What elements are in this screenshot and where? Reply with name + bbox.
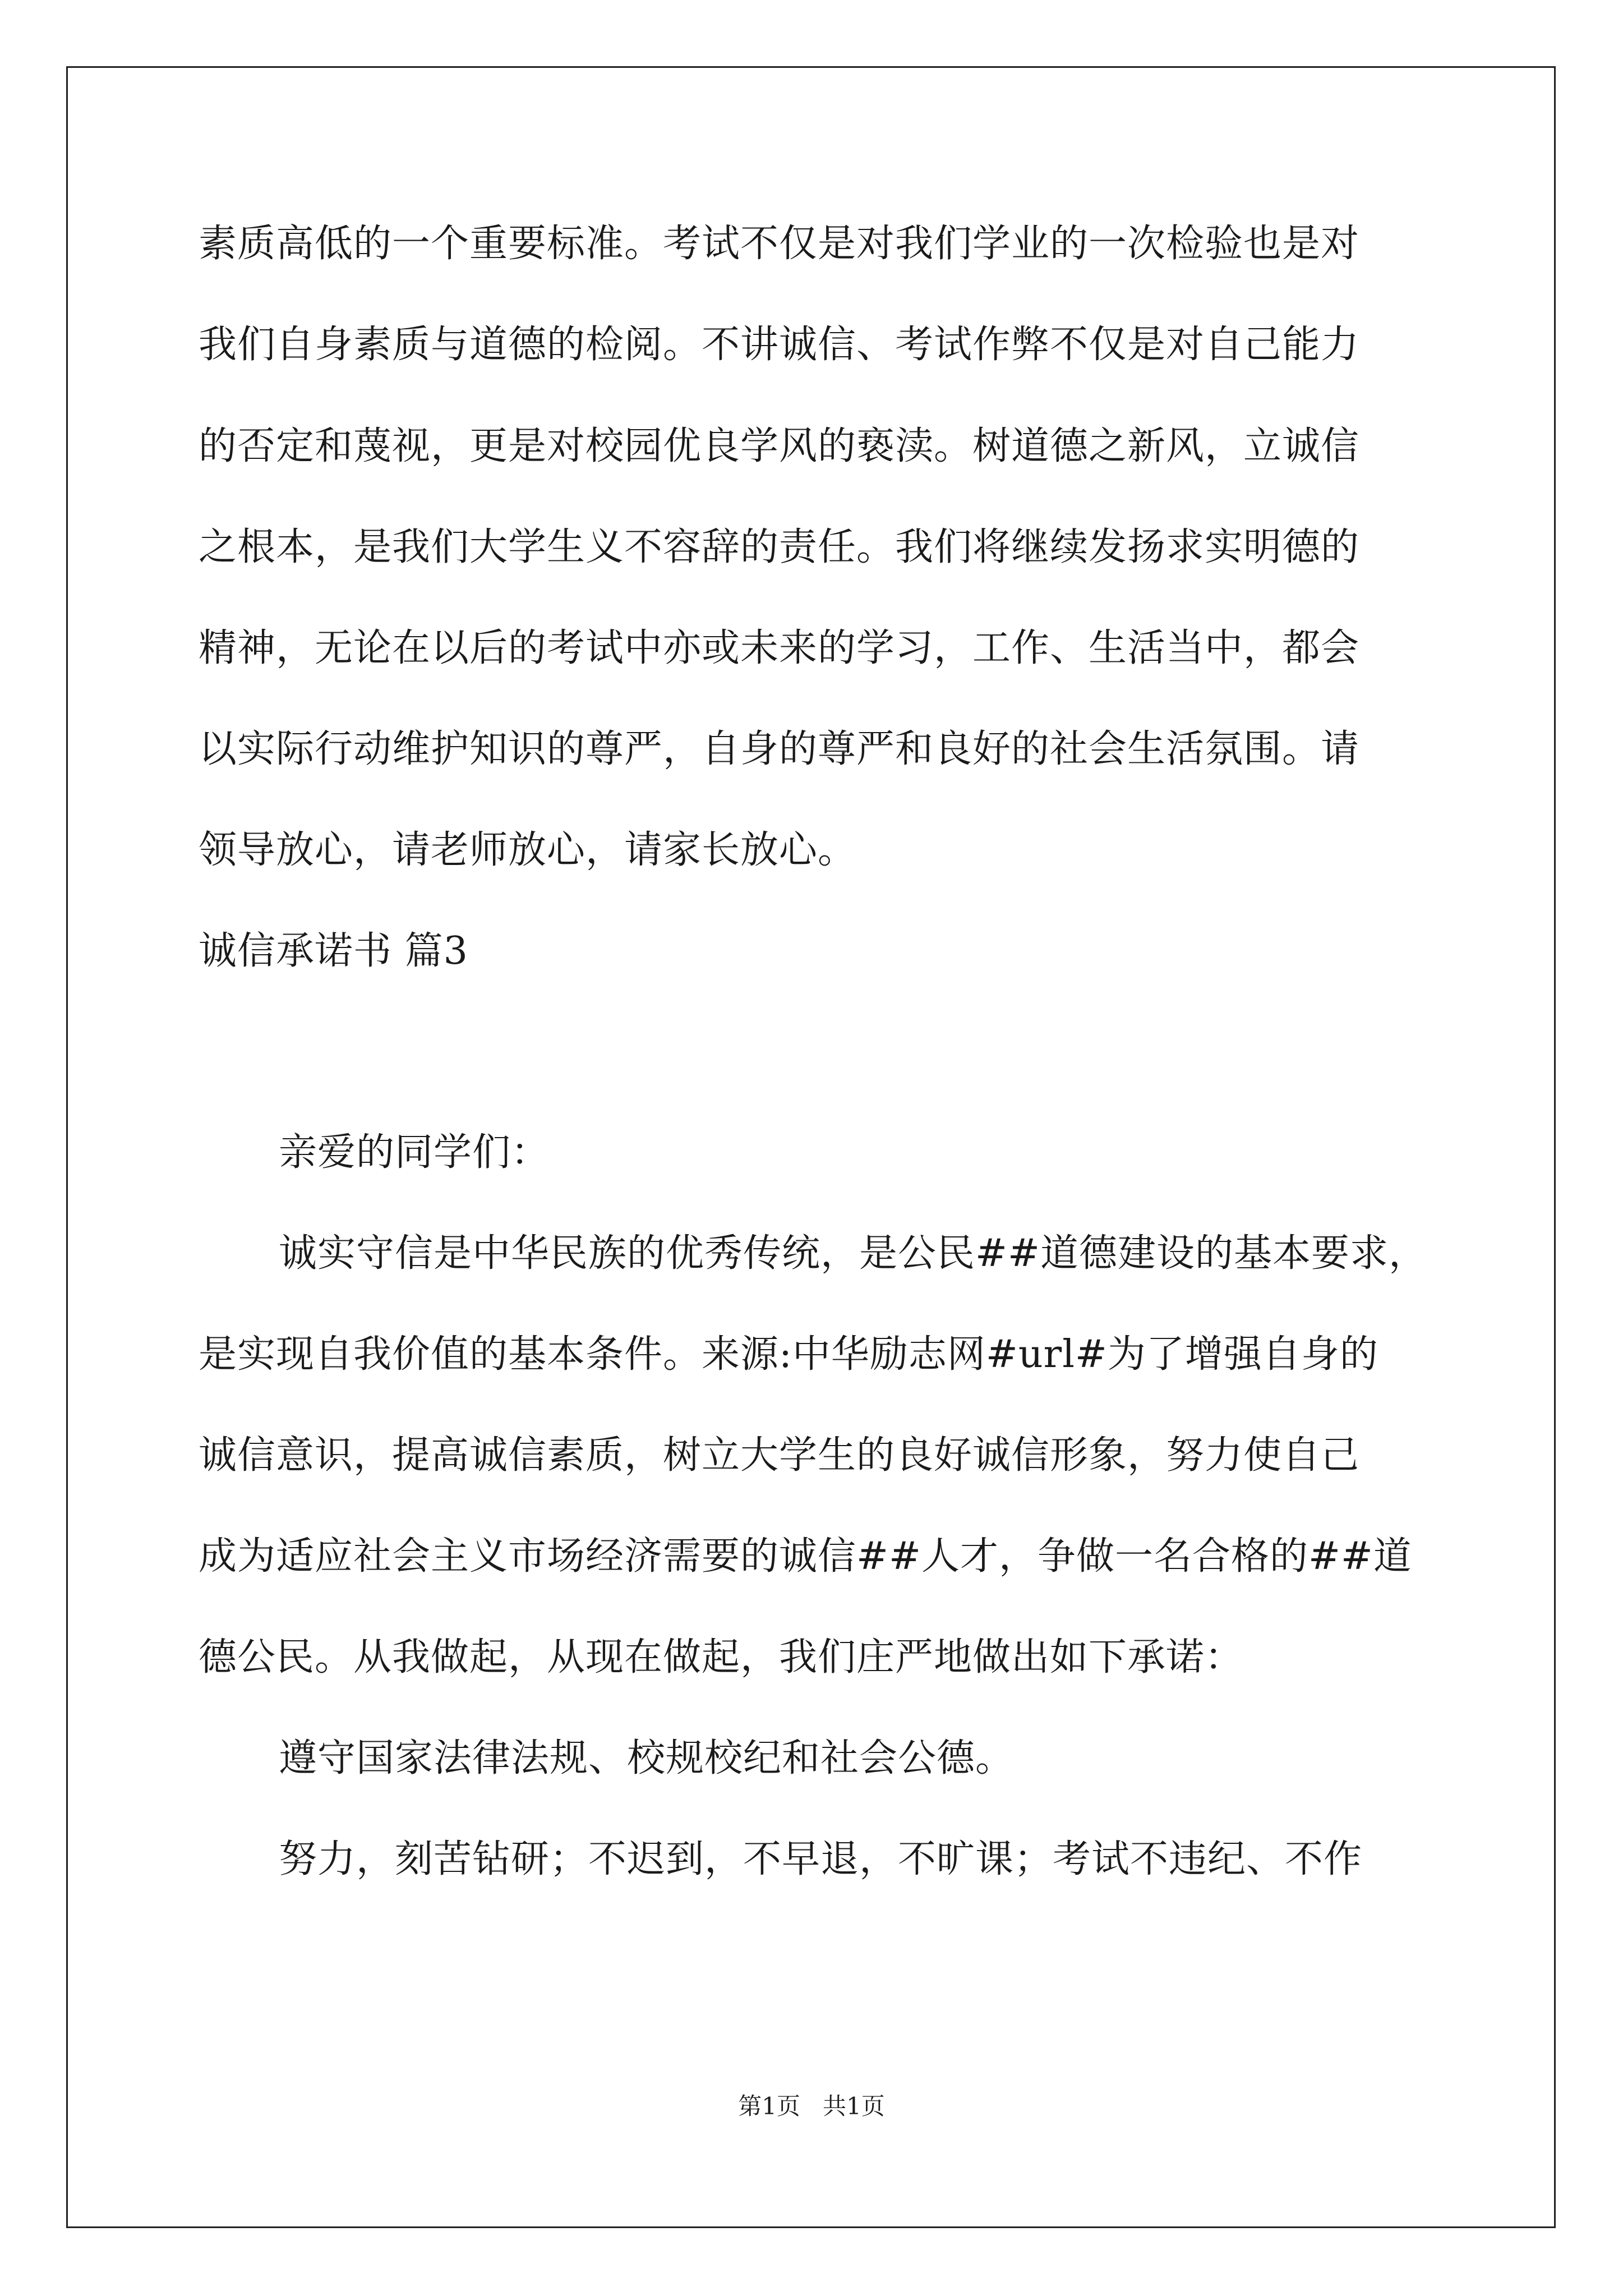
body-text-line: 遵守国家法律法规、校规校纪和社会公德。 (279, 1736, 1015, 1780)
body-text-line: 素质高低的一个重要标准。考试不仅是对我们学业的一次检验也是对 (199, 222, 1360, 266)
body-text-line: 之根本，是我们大学生义不容辞的责任。我们将继续发扬求实明德的 (199, 525, 1360, 569)
page-footer: 第1页 共1页 (738, 2092, 885, 2120)
body-text-line: 我们自身素质与道德的检阅。不讲诚信、考试作弊不仅是对自己能力 (199, 323, 1360, 367)
body-text-line: 诚信意识，提高诚信素质，树立大学生的良好诚信形象，努力使自己 (199, 1433, 1360, 1478)
salutation: 亲爱的同学们： (279, 1130, 550, 1175)
body-text-line: 领导放心，请老师放心，请家长放心。 (199, 828, 857, 872)
body-text-line: 精神，无论在以后的考试中亦或未来的学习，工作、生活当中，都会 (199, 626, 1360, 670)
body-text-line: 努力，刻苦钻研；不迟到，不早退，不旷课；考试不违纪、不作 (279, 1837, 1363, 1881)
body-text-line: 以实际行动维护知识的尊严，自身的尊严和良好的社会生活氛围。请 (199, 727, 1360, 771)
body-text-line: 德公民。从我做起，从现在做起，我们庄严地做出如下承诺： (199, 1635, 1244, 1680)
body-text-line: 的否定和蔑视，更是对校园优良学风的亵渎。树道德之新风，立诚信 (199, 424, 1360, 468)
body-text-line: 是实现自我价值的基本条件。来源:中华励志网#url#为了增强自身的 (199, 1332, 1378, 1377)
section-heading: 诚信承诺书 篇3 (199, 929, 468, 973)
body-text-line: 诚实守信是中华民族的优秀传统，是公民##道德建设的基本要求， (279, 1231, 1427, 1276)
body-text-line: 成为适应社会主义市场经济需要的诚信##人才，争做一名合格的##道 (199, 1534, 1412, 1579)
